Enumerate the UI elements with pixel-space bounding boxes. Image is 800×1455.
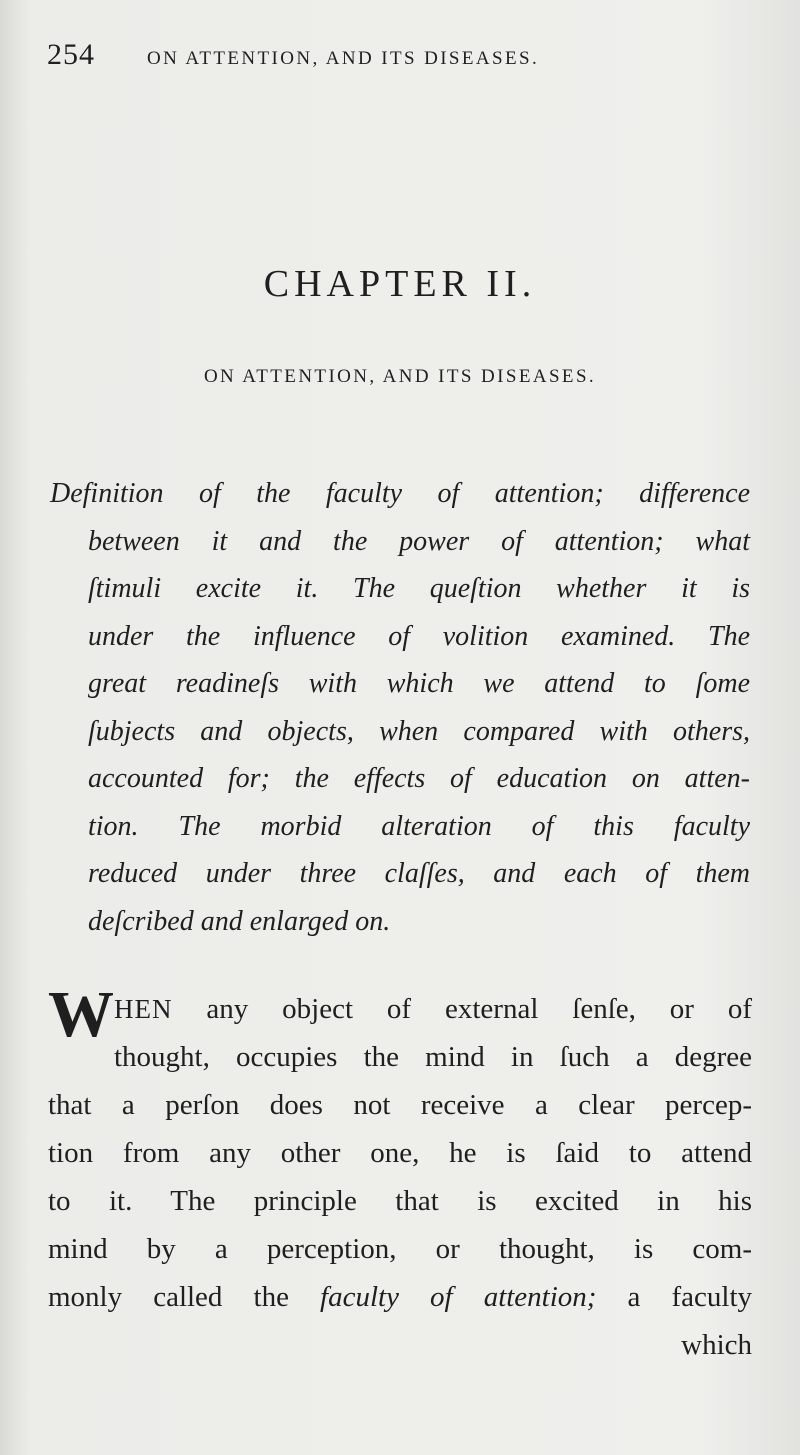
chapter-heading: CHAPTER II. [263, 263, 537, 305]
synopsis-line: tion. The morbid alteration of this faculty [88, 810, 750, 842]
chapter-subtitle: ON ATTENTION, AND ITS DISEASES. [203, 366, 597, 387]
synopsis-line: deſcribed and enlarged on. [88, 905, 391, 937]
catchword: which [681, 1329, 752, 1361]
first-line-text: any object of external ſenſe, or of [206, 993, 752, 1025]
synopsis-line: reduced under three claſſes, and each of them [88, 858, 750, 889]
running-head [47, 38, 750, 78]
italic-term: faculty of attention; [320, 1281, 597, 1313]
drop-cap: W [48, 978, 112, 1051]
chapter-synopsis [50, 470, 750, 945]
line-start: monly called the [48, 1281, 289, 1313]
first-word-caps: HEN [114, 994, 173, 1024]
body-line: tion from any other one, he is ſaid to attend [48, 1137, 752, 1169]
line-end: a faculty [627, 1281, 753, 1313]
synopsis-line: ſubjects and objects, when compared with others, [88, 715, 750, 747]
body-line [48, 985, 752, 1033]
body-line: to it. The principle that is excited in his [48, 1185, 752, 1217]
body-line: mind by a perception, or thought, is com- [48, 1233, 752, 1265]
synopsis-line: Definition of the faculty of attention; difference [50, 478, 750, 509]
synopsis-line: ſtimuli excite it. The queſtion whether it is [88, 573, 750, 604]
synopsis-line: great readineſs with which we attend to ſome [88, 668, 750, 699]
body-text [48, 978, 753, 1369]
synopsis-line: accounted for; the effects of education on atten- [88, 763, 750, 794]
body-line: that a perſon does not receive a clear percep- [48, 1089, 752, 1121]
running-title: ON ATTENTION, AND ITS DISEASES. [147, 48, 540, 69]
synopsis-line: under the influence of volition examined. The [88, 620, 750, 652]
body-line: thought, occupies the mind in ſuch a degree [114, 1041, 752, 1073]
synopsis-line: between it and the power of attention; what [88, 525, 750, 557]
page-number: 254 [47, 38, 95, 71]
body-line [48, 1273, 752, 1321]
